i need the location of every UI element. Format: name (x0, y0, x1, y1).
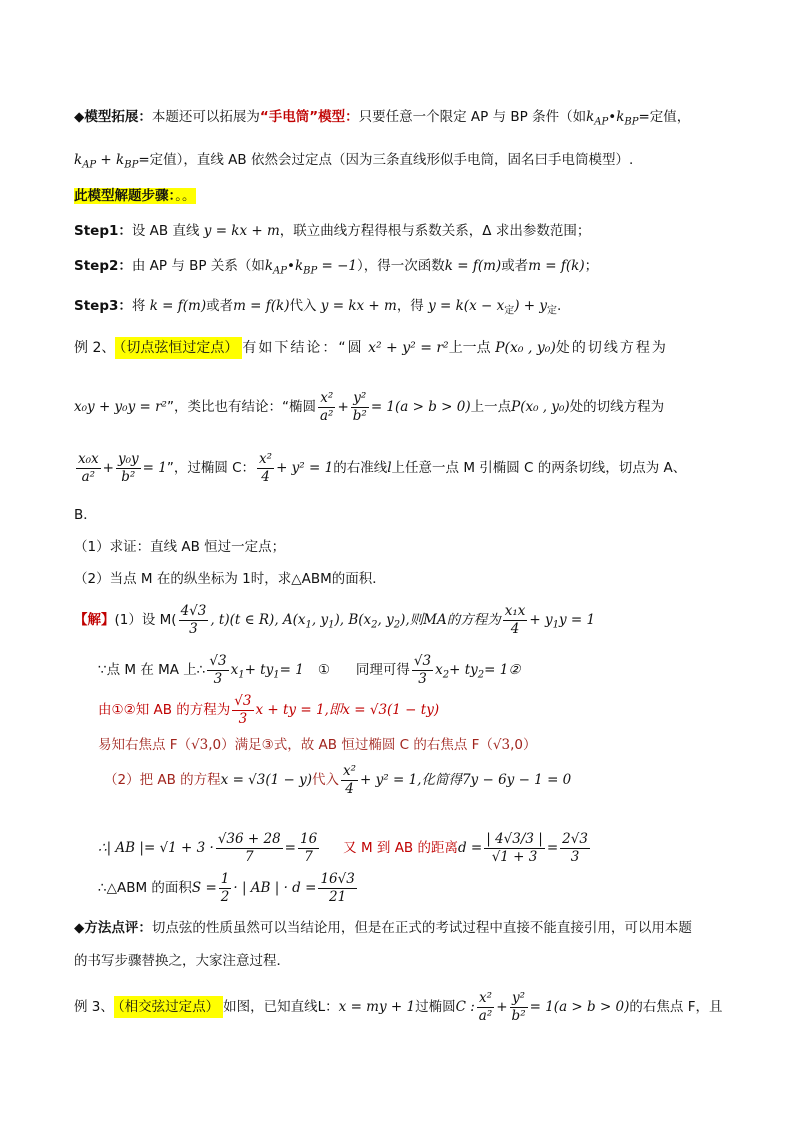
text: 本题还可以拓展为 (151, 109, 260, 125)
text: 如图，已知直线L： (223, 999, 339, 1015)
diamond-bullet-icon: ◆ (74, 920, 85, 936)
math: x² + y² = r² (368, 340, 449, 356)
math: = 1(a > b > 0) (529, 999, 630, 1015)
solution-line-7 (98, 866, 359, 910)
text: （2）把 AB 的方程 (104, 772, 221, 788)
text: 上任意一点 M 引椭圆 C 的两条切线，切点为 A、 (391, 460, 687, 476)
math: = (284, 840, 296, 856)
text: 易知右焦点 F（ (98, 737, 192, 753)
method-comment-heading: 方法点评： (84, 920, 152, 936)
math: √3 (492, 737, 511, 753)
text: 的面积． (331, 571, 386, 587)
frac: $\frac{\text{x₁x}}{4}$ (504, 602, 526, 637)
text: 又 M 到 AB 的距离 (343, 840, 458, 856)
flashlight-model-name: “手电筒”模型： (259, 109, 359, 125)
math: l (387, 460, 392, 476)
frac: $\frac{1}{2}$ (220, 870, 230, 905)
k-bp: $k_{BP}$ (294, 258, 318, 277)
k-ap: $k_{AP}$ (74, 152, 97, 171)
math: · | AB | · d = (233, 880, 317, 896)
math: x = my + 1 (338, 999, 416, 1015)
frac: $\frac{√3}{3}$ (413, 652, 432, 687)
text: =定值），直线 AB 依然会过定点（因为三条直线形似手电筒，固名曰手电筒模型）. (138, 152, 634, 168)
example-2-prefix: 例 2、 (74, 340, 116, 356)
solution-line-3 (98, 688, 439, 732)
math: $y = k(x - x_定) + y_定$ (428, 298, 557, 317)
text: 切点弦的性质虽然可以当结论用，但是在正式的考试过程中直接不能直接引用，可以用本题 (151, 920, 692, 936)
model-extension-line-1 (74, 107, 690, 133)
math: k = f(m) (149, 298, 207, 314)
solution-tag: 【解】 (74, 612, 115, 628)
math: = (546, 840, 559, 856)
example-2-line-3: $\frac{\text{x₀x}}{\text{a²}}$ + $\frac{\text{y₀y}}{\text{b²}}$ = 1”，过椭圆 C： $\frac{\text{x²}}{4}$ + y² = 1的右准线l上任意一点 M 引椭圆 C 的两条切线，切点为 A、 (78, 450, 687, 485)
frac: $\frac{\text{x²}}{4}$ (343, 762, 357, 797)
frac: $\frac{√36 + 28}{7}$ (217, 830, 281, 865)
frac: $\frac{16}{7}$ (299, 830, 318, 865)
text: ”，类比也有结论：“椭圆 (166, 399, 316, 415)
math: = −1 (321, 258, 358, 274)
frac: $\frac{\text{y²}}{\text{b²}}$ (352, 389, 367, 424)
step-1 (74, 221, 590, 241)
bullet-dot: • (286, 258, 295, 274)
math: C : (455, 999, 475, 1015)
math: m = f(k) (528, 258, 585, 274)
math: P(x₀ , y₀) (511, 399, 570, 415)
text: 或者 (501, 258, 529, 274)
step-1-label: Step1： (74, 223, 132, 239)
math: = 1(a > b > 0) (370, 399, 471, 415)
step-2-label: Step2： (74, 258, 132, 274)
frac: $\frac{\text{y₀y}}{\text{b²}}$ (117, 450, 139, 485)
math: + $y_1y = 1$ (529, 612, 596, 631)
frac: $\frac{\text{x²}}{4}$ (259, 450, 273, 485)
frac: $\frac{| 4√3/3 |}{√1 + 3}$ (486, 830, 543, 865)
solution-line-4 (98, 735, 537, 755)
text: ,0） (510, 737, 537, 753)
text: 或者 (206, 298, 234, 314)
math: ∴| AB |= √1 + 3 · (98, 840, 214, 856)
diamond-bullet-icon: ◆ (74, 109, 85, 125)
text: 有如下结论：“圆 (242, 340, 364, 356)
frac: $\frac{16√3}{21}$ (320, 870, 355, 905)
text: 上一点 (470, 399, 512, 415)
example-2-line-2: x₀y + y₀y = r²”，类比也有结论：“椭圆 $\frac{\text{x²}}{\text{a²}}$ + $\frac{\text{y²}}{\text{b²}}$ = 1(a > b > 0)上一点P(x₀ , y₀)处的切线方程为 (74, 389, 665, 424)
text: 代入 (312, 772, 340, 788)
math: x = √3(1 − y) (220, 772, 313, 788)
steps-heading-trail: 。。 (175, 188, 196, 204)
text: 同理可得 (355, 662, 410, 678)
frac: $\frac{\text{y²}}{\text{b²}}$ (511, 989, 526, 1024)
text: ，联立曲线方程得根与系数关系，Δ 求出参数范围； (279, 223, 591, 239)
text: （2）当点 M 在的纵坐标为 1时，求 (74, 571, 292, 587)
text: 由①②知 AB 的方程为 (98, 702, 231, 718)
math: + y² = 1,化简得7y − 6y − 1 = 0 (360, 772, 572, 788)
text: 处的切线方程为 (569, 399, 665, 415)
example-3-prefix: 例 3、 (74, 999, 114, 1015)
frac: $\frac{4√3}{3}$ (180, 602, 207, 637)
step-2 (74, 256, 598, 282)
math: y = kx + m (320, 298, 397, 314)
text: 设 AB 直线 (131, 223, 200, 239)
text: ,0）满足③式，故 AB 恒过椭圆 C 的右焦点 F（ (208, 737, 493, 753)
k-bp: $k_{BP}$ (616, 109, 639, 128)
math: + y² = 1 (276, 460, 334, 476)
math: k = f(m) (444, 258, 502, 274)
math: y = kx + m (203, 223, 280, 239)
math: $x_2+ ty_2=$ 1② (435, 662, 521, 681)
k-ap: $k_{AP}$ (264, 258, 287, 277)
question-1: （1）求证：直线 AB 恒过一定点； (74, 539, 286, 555)
math: x + ty = 1,即x = √3(1 − ty) (255, 702, 440, 718)
model-extension-heading: 模型拓展： (84, 109, 152, 125)
steps-heading-text: 此模型解题步骤： (74, 188, 176, 204)
bullet-dot: • (608, 109, 617, 125)
example-2-line-4: B． (74, 507, 97, 523)
math: x₀y + y₀y = r² (74, 399, 167, 415)
text: 的右准线 (333, 460, 388, 476)
text: ∴△ABM 的面积 (98, 880, 192, 896)
math: √3 (191, 737, 209, 753)
text: 代入 (289, 298, 317, 314)
text: 由 AP 与 BP 关系（如 (131, 258, 265, 274)
question-2 (74, 569, 386, 589)
frac: $\frac{√3}{3}$ (209, 652, 227, 687)
step-3 (74, 296, 561, 322)
solution-line-1 (74, 598, 595, 648)
math: = 1 (142, 460, 167, 476)
example-3-line-1: 例 3、 （相交弦过定点） 如图，已知直线L：x = my + 1过椭圆C : $\frac{\text{x²}}{\text{a²}}$ + $\frac{\text{y²}}{\text{b²}}$ = 1(a > b > 0)的右焦点 F，且 (74, 989, 723, 1024)
math: , t)(t ∈ R), $A(x_1$, $y_1$), $B(x_2$, $y_2$),则MA的方程为 (210, 612, 501, 631)
text: ∵点 M 在 MA 上∴ (98, 662, 206, 678)
model-extension-line-2 (74, 150, 633, 176)
steps-heading (74, 186, 196, 206)
text: 将 (131, 298, 146, 314)
text: 上一点 (448, 340, 491, 356)
text: ； (584, 258, 599, 274)
example-3-tag: （相交弦过定点） (114, 996, 223, 1018)
frac: $\frac{\text{x²}}{\text{a²}}$ (478, 989, 493, 1024)
text: ），得一次函数 (357, 258, 445, 274)
text: . (557, 298, 562, 314)
method-comment-line-1 (74, 918, 692, 938)
text: ”，过椭圆 C： (166, 460, 256, 476)
frac: $\frac{√3}{3}$ (234, 692, 252, 727)
math: $x_1+ ty_1= 1$ (230, 662, 304, 681)
step-3-label: Step3： (74, 298, 132, 314)
k-ap: $k_{AP}$ (586, 109, 609, 128)
k-bp: $k_{BP}$ (116, 152, 139, 171)
frac: $\frac{\text{x₀x}}{\text{a²}}$ (78, 450, 99, 485)
math: P(x₀ , y₀) (495, 340, 556, 356)
frac: $\frac{\text{x²}}{\text{a²}}$ (319, 389, 334, 424)
math: m = f(k) (233, 298, 290, 314)
example-2-tag: （切点弦恒过定点） (115, 337, 242, 359)
circled-1: ① (317, 662, 330, 678)
text: ，得 (396, 298, 424, 314)
frac: $\frac{2√3}{3}$ (562, 830, 588, 865)
text: 只要任意一个限定 AP 与 BP 条件（如 (358, 109, 587, 125)
method-comment-line-2: 的书写步骤替换之，大家注意过程． (74, 953, 290, 969)
text: (1）设 M( (114, 612, 177, 628)
example-2-line-1 (74, 338, 668, 358)
text: =定值， (638, 109, 691, 125)
text: 的右焦点 F，且 (629, 999, 723, 1015)
text: 处的切线方程为 (555, 340, 668, 356)
plus-sign: + (96, 152, 117, 168)
math: d = (457, 840, 483, 856)
solution-line-5 (104, 758, 571, 802)
math: S = (191, 880, 217, 896)
text: 过椭圆 (415, 999, 456, 1015)
text: △ABM (291, 571, 332, 587)
